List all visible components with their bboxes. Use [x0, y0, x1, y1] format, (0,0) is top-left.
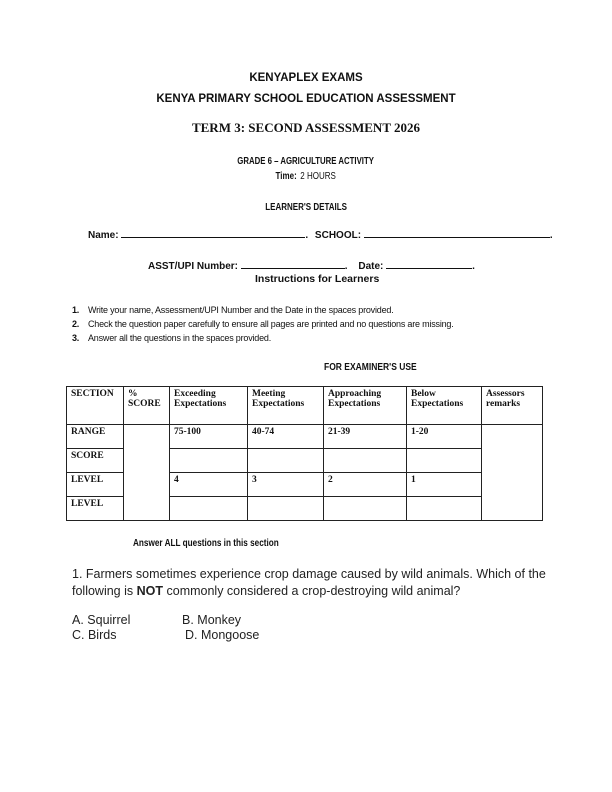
table-cell: 2	[324, 473, 407, 497]
examiner-title: FOR EXAMINER'S USE	[324, 362, 417, 373]
table-cell: 40-74	[248, 425, 324, 449]
table-header-row	[67, 387, 543, 425]
table-cell: 1	[407, 473, 482, 497]
section-instruction: Answer ALL questions in this section	[133, 538, 279, 549]
header-score: % SCORE	[124, 387, 170, 425]
instruction-number: 2.	[72, 319, 80, 329]
time-label: Time:	[275, 171, 298, 182]
instruction-text: Write your name, Assessment/UPI Number and the Date in the spaces provided.	[88, 305, 394, 315]
date-field[interactable]	[386, 259, 472, 269]
row-label: SCORE	[67, 449, 124, 473]
grade-title: GRADE 6 – AGRICULTURE ACTIVITY	[237, 156, 375, 167]
asst-label: ASST/UPI Number:	[148, 261, 239, 272]
question-emphasis: NOT	[136, 584, 164, 598]
question-1	[72, 566, 552, 600]
option-d[interactable]: D. Mongoose	[185, 628, 260, 642]
row-label: RANGE	[67, 425, 124, 449]
school-label: SCHOOL:	[314, 230, 362, 241]
table-cell: 21-39	[324, 425, 407, 449]
question-text: 1. Farmers sometimes experience crop damage caused by wild animals. Which of the following is	[72, 567, 546, 598]
learner-details-line	[0, 197, 612, 215]
table-cell[interactable]	[248, 449, 324, 473]
table-cell: 3	[248, 473, 324, 497]
table-cell[interactable]	[324, 497, 407, 521]
header-section: SECTION	[67, 387, 124, 425]
instruction-item	[72, 319, 454, 329]
instruction-item	[72, 305, 394, 315]
header-exceeding: Exceeding Expectations	[170, 387, 248, 425]
instruction-text: Check the question paper carefully to ensure all pages are printed and no questions are missing.	[88, 319, 454, 329]
table-cell[interactable]	[407, 449, 482, 473]
table-row	[67, 425, 543, 449]
table-cell[interactable]	[248, 497, 324, 521]
option-a[interactable]: A. Squirrel	[72, 613, 131, 627]
option-b[interactable]: B. Monkey	[182, 613, 242, 627]
asst-date-row: ASST/UPI Number: . Date: .	[148, 261, 475, 272]
name-school-row: Name: . SCHOOL: .	[88, 230, 553, 241]
header-below: Below Expectations	[407, 387, 482, 425]
table-cell: 75-100	[170, 425, 248, 449]
instruction-number: 1.	[72, 305, 80, 315]
table-cell: 4	[170, 473, 248, 497]
school-field[interactable]	[364, 228, 550, 238]
header-approaching: Approaching Expectations	[324, 387, 407, 425]
header-meeting: Meeting Expectations	[248, 387, 324, 425]
table-cell[interactable]	[407, 497, 482, 521]
name-field[interactable]	[121, 228, 305, 238]
row-label: LEVEL	[67, 473, 124, 497]
percent-score-cell[interactable]	[124, 425, 170, 521]
time-value: 2 HOURS	[300, 171, 337, 182]
name-label: Name:	[88, 230, 119, 241]
row-label: LEVEL	[67, 497, 124, 521]
examiner-table	[66, 386, 543, 521]
table-cell[interactable]	[170, 497, 248, 521]
table-cell[interactable]	[324, 449, 407, 473]
remarks-cell[interactable]	[482, 425, 543, 521]
instruction-item	[72, 333, 271, 343]
time-line	[0, 166, 612, 184]
table-cell[interactable]	[170, 449, 248, 473]
asst-field[interactable]	[241, 259, 345, 269]
table-cell: 1-20	[407, 425, 482, 449]
term-title: TERM 3: SECOND ASSESSMENT 2026	[191, 120, 421, 135]
instructions-title: Instructions for Learners	[255, 273, 380, 285]
header-remarks: Assessors remarks	[482, 387, 543, 425]
instruction-number: 3.	[72, 333, 80, 343]
learner-details-heading: LEARNER'S DETAILS	[265, 202, 347, 213]
exam-board-title: KENYAPLEX EXAMS	[249, 72, 363, 84]
instruction-text: Answer all the questions in the spaces provided.	[88, 333, 272, 343]
date-label: Date:	[358, 261, 384, 272]
option-c[interactable]: C. Birds	[72, 628, 117, 642]
question-text-end: commonly considered a crop-destroying wild animal?	[163, 584, 461, 598]
assessment-title: KENYA PRIMARY SCHOOL EDUCATION ASSESSMENT	[156, 93, 456, 105]
